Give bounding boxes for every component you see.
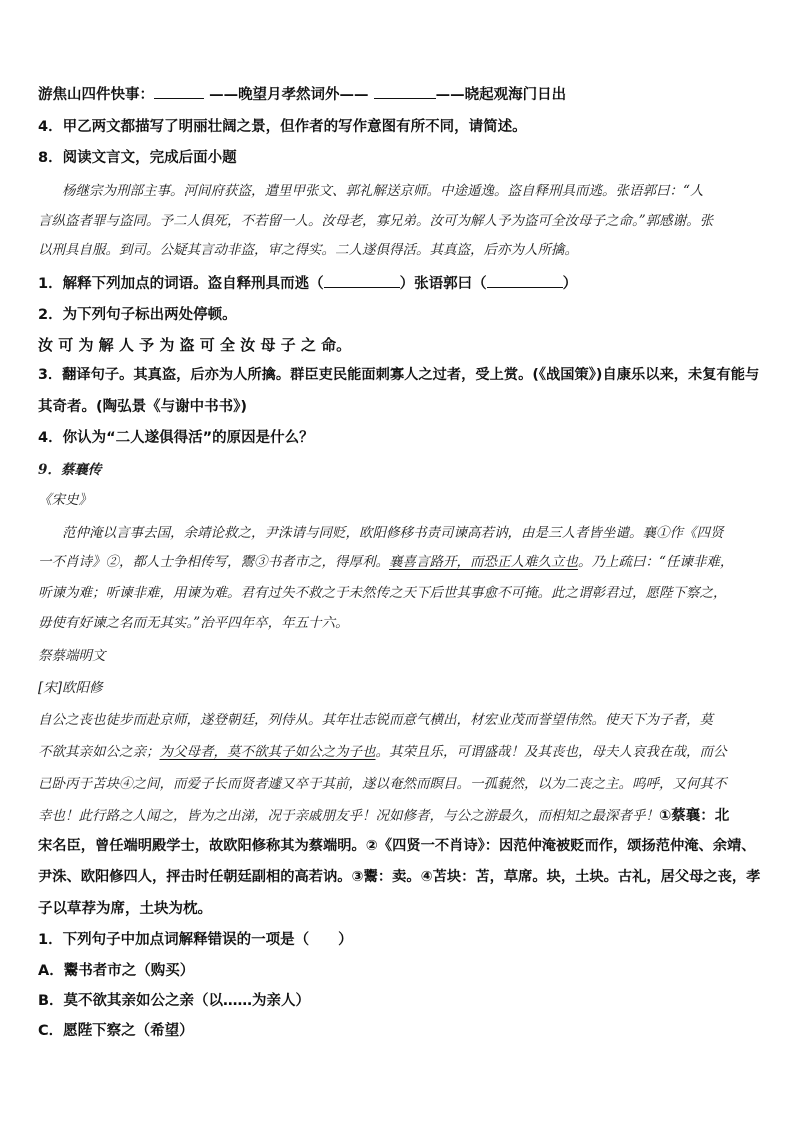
question-8-2: 2．为下列句子标出两处停顿。	[38, 307, 237, 323]
q7-recommend-line	[38, 83, 566, 104]
passage-line: 言纵盗者罪与盗同。予二人俱死，不若留一人。汝母老，寡兄弟。汝可为解人予为盗可全汝母子之命。”郭感谢。张	[38, 213, 714, 229]
passage-text: 。乃上疏曰：“任谏非难，	[578, 554, 734, 570]
underlined-sentence: 为父母者，莫不欲其子如公之为子也	[159, 744, 376, 760]
q8-1-text: 1．解释下列加点的词语。盗自释刑具而逃（	[38, 276, 324, 292]
option-a[interactable]: A．鬻书者市之（购买）	[38, 963, 195, 979]
note-line: 宋名臣，曾任端明殿学士，故欧阳修称其为蔡端明。②《四贤一不肖诗》：因范仲淹被贬而作，颂扬范仲淹、余靖、	[38, 838, 756, 854]
answer-blank[interactable]	[374, 85, 436, 99]
passage-line	[38, 740, 727, 760]
passage-line	[38, 804, 729, 825]
passage-line: 杨继宗为刑部主事。河间府获盗，遣里甲张文、郭礼解送京师。中途遁逸。盗自释刑具而逃。张语郭曰：“人	[62, 183, 704, 199]
source-title: 《宋史》	[38, 492, 92, 508]
q7-middle: ——晚望月孝然词外——	[209, 87, 369, 103]
question-8-4: 4．你认为“二人遂俱得活”的原因是什么？	[38, 430, 314, 446]
sub-author: [宋]欧阳修	[38, 680, 103, 696]
q7-end: ——晓起观海门日出	[435, 87, 567, 103]
q7-label: 游焦山四件快事：	[38, 87, 154, 103]
passage-line: 自公之丧也徒步而赴京师，遂登朝廷，列侍从。其年壮志锐而意气横出，材宏业茂而誉望伟然。使天下为子者，莫	[38, 712, 713, 728]
option-c[interactable]: C．愿陛下察之（希望）	[38, 1023, 194, 1039]
note-text: ①蔡襄：北	[659, 808, 730, 824]
option-b[interactable]: B．莫不欲其亲如公之亲（以……为亲人）	[38, 993, 311, 1009]
pause-sentence: 汝 可 为 解 人 予 为 盗 可 全 汝 母 子 之 命。	[38, 336, 352, 354]
underlined-sentence: 襄喜言路开，而恐正人难久立也	[389, 554, 578, 570]
passage-line: 范仲淹以言事去国，余靖论救之，尹洙请与同贬，欧阳修移书责司谏高若讷，由是三人者皆坐谴。襄①作《四贤	[62, 525, 724, 541]
passage-text: 。其荣且乐，可谓盛哉！及其丧也，母夫人哀我在哉，而公	[375, 744, 727, 760]
q8-1-text: ）张语郭曰（	[399, 276, 487, 292]
sub-title: 祭蔡端明文	[38, 648, 106, 664]
passage-line: 已卧丙于苫块④之间，而爱子长而贤者遽又卒于其前，遂以奄然而瞑目。一孤藐然，以为二丧之主。呜呼，又何其不	[38, 776, 727, 792]
question-9-heading: 9．蔡襄传	[38, 462, 102, 478]
passage-text: 幸也！此行路之人闻之，皆为之出涕，况于亲戚朋友乎！况如修者，与公之游最久，而相知之最深者乎！	[38, 808, 659, 824]
question-8-3: 3．翻译句子。其真盗，后亦为人所擒。群臣吏民能面刺寡人之过者，受上赏。(《战国策》)自康乐以来，未复有能与	[38, 367, 760, 383]
question-9-1: 1．下列句子中加点词解释错误的一项是（ ）	[38, 932, 353, 948]
question-8-heading: 8．阅读文言文，完成后面小题	[38, 150, 237, 166]
passage-text: 不欲其亲如公之亲；	[38, 744, 160, 760]
question-7-4: 4．甲乙两文都描写了明丽壮阔之景，但作者的写作意图有所不同，请简述。	[38, 119, 527, 135]
question-8-3-cont: 其奇者。(陶弘景《与谢中书书》)	[38, 399, 248, 415]
passage-text: 一不肖诗》②，都人士争相传写，鬻③书者市之，得厚利。	[38, 554, 389, 570]
passage-line: 听谏为难；听谏非难，用谏为难。君有过失不救之于未然传之天下后世其事愈不可掩。此之谓彰君过，愿陛下察之，	[38, 585, 727, 601]
q8-1-text: ）	[562, 276, 578, 292]
note-line: 尹洙、欧阳修四人，抨击时任朝廷副相的高若讷。③鬻：卖。④苫块：苫，草席。块，土块。古礼，居父母之丧，孝	[38, 869, 761, 885]
answer-blank[interactable]	[487, 274, 563, 288]
note-line: 子以草荐为席，土块为枕。	[38, 901, 212, 917]
question-8-1	[38, 272, 577, 293]
answer-blank[interactable]	[324, 274, 400, 288]
passage-line	[38, 550, 733, 570]
answer-blank[interactable]	[154, 85, 204, 99]
passage-line: 以刑具自服。到司。公疑其言动非盗，审之得实。二人遂俱得活。其真盗，后亦为人所擒。	[38, 242, 578, 258]
passage-line: 毋使有好谏之名而无其实。”治平四年卒，年五十六。	[38, 615, 349, 631]
